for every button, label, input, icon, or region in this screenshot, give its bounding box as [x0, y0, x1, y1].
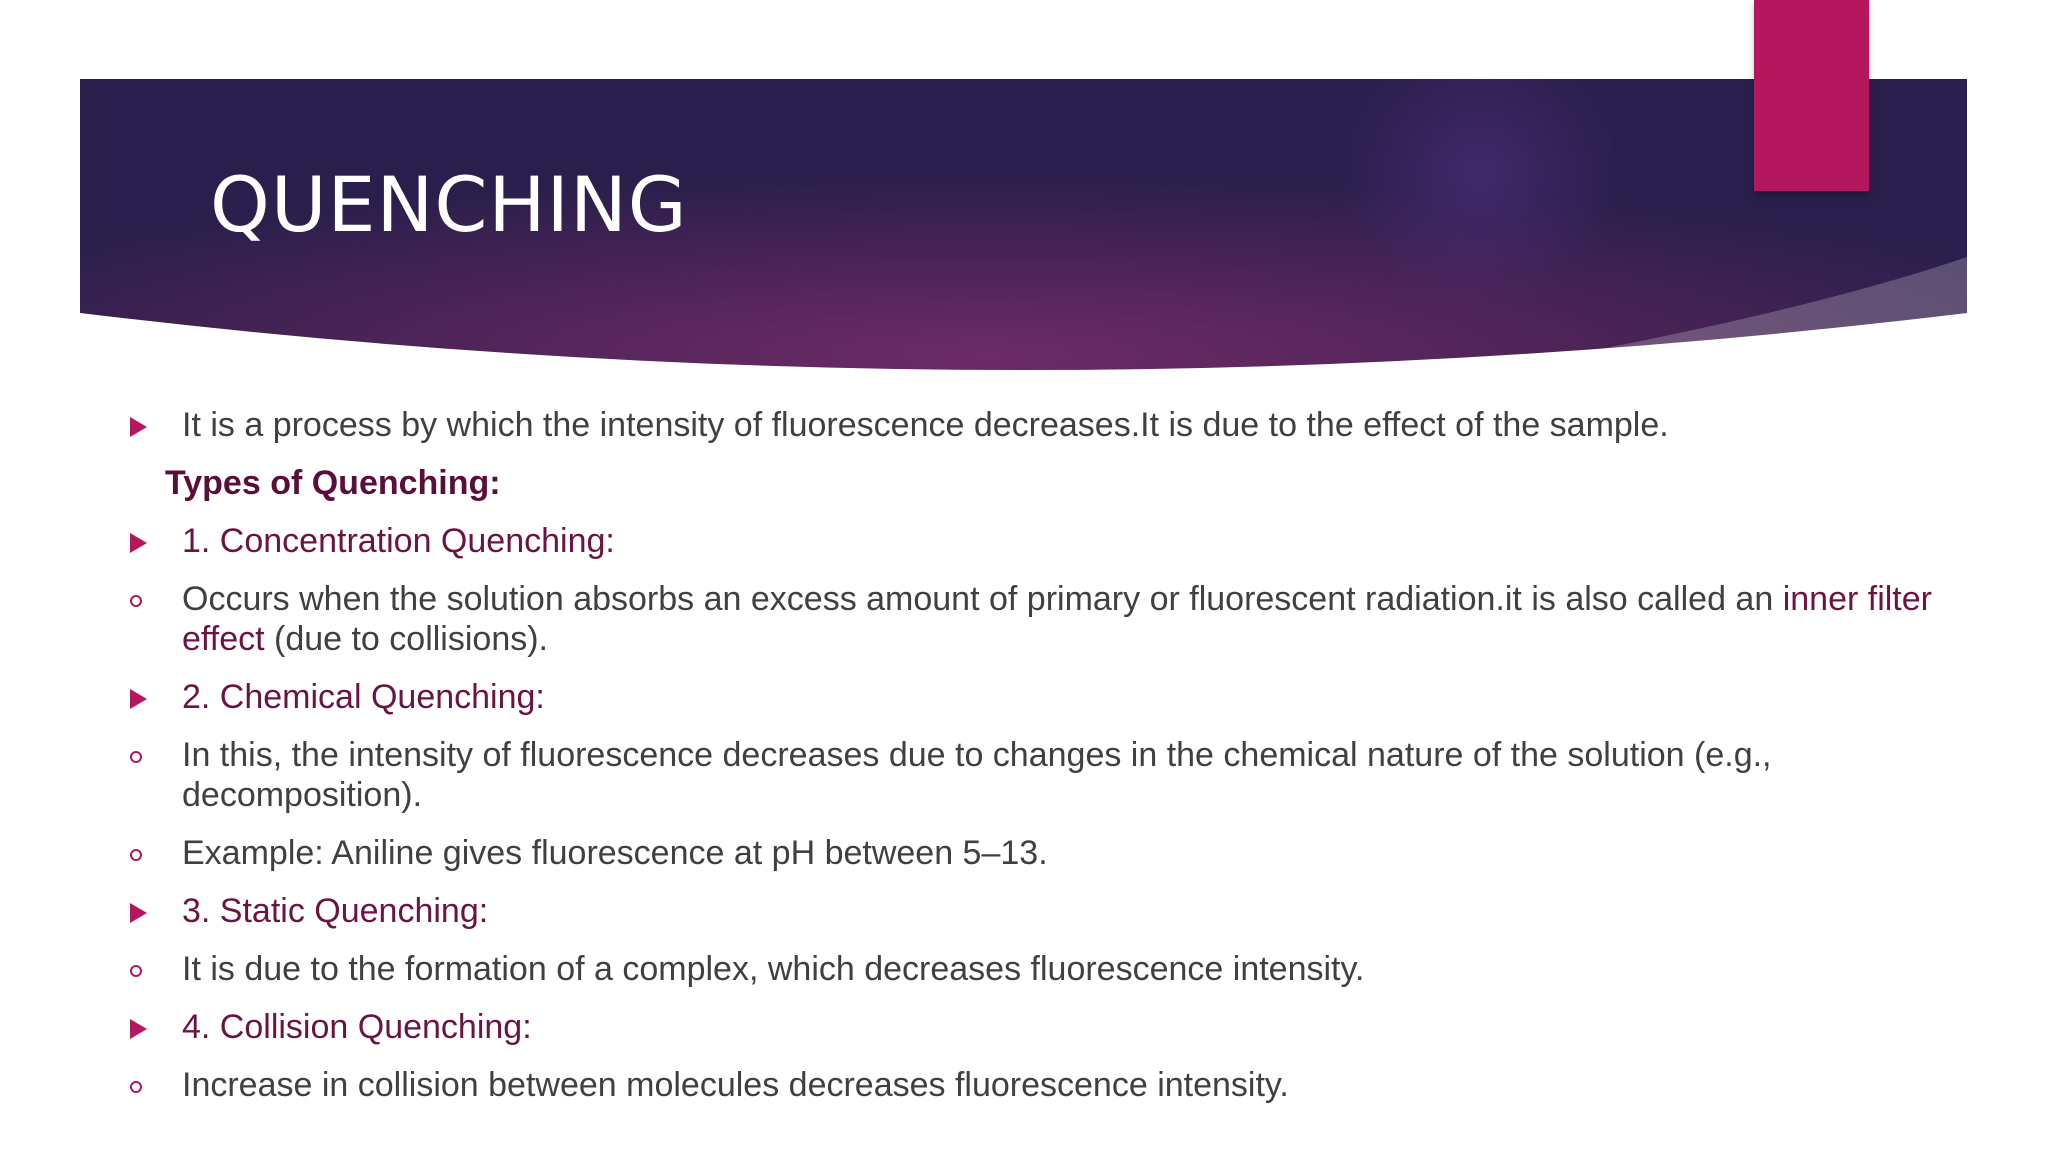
sub-point-concentration	[120, 579, 1960, 659]
triangle-bullet-icon	[130, 1019, 147, 1039]
sub-point-text: It is due to the formation of a complex, which decreases fluorescence intensity.	[182, 950, 1365, 988]
sub-point-text: In this, the intensity of fluorescence decreases due to changes in the chemical nature of the solution (e.g., decomposition).	[182, 736, 1772, 814]
slide-body	[120, 405, 1960, 1123]
triangle-bullet-icon	[130, 533, 147, 553]
circle-bullet-icon	[130, 849, 142, 861]
sub-point-text: Increase in collision between molecules decreases fluorescence intensity.	[182, 1066, 1289, 1104]
accent-tab	[1754, 0, 1869, 191]
section-heading-text: 1. Concentration Quenching:	[182, 522, 615, 560]
section-heading-collision	[120, 1007, 1960, 1047]
section-heading-text: 2. Chemical Quenching:	[182, 678, 545, 716]
circle-bullet-icon	[130, 751, 142, 763]
section-heading-concentration	[120, 521, 1960, 561]
inner-filter-effect-term: inner filter effect	[182, 580, 1932, 658]
sub-point-collision	[120, 1065, 1960, 1105]
sub-point-text-after: (due to collisions).	[264, 620, 549, 658]
slide-title: QUENCHING	[210, 160, 688, 249]
sub-point-chemical	[120, 735, 1960, 815]
triangle-bullet-icon	[130, 417, 147, 437]
sub-point-text-before: Occurs when the solution absorbs an excess amount of primary or fluorescent radiation.it is also called an	[182, 580, 1783, 618]
sub-point-text: Example: Aniline gives fluorescence at pH between 5–13.	[182, 834, 1048, 872]
intro-text: It is a process by which the intensity of fluorescence decreases.It is due to the effect of the sample.	[182, 406, 1669, 444]
section-heading-text: 4. Collision Quenching:	[182, 1008, 532, 1046]
section-heading-text: 3. Static Quenching:	[182, 892, 489, 930]
circle-bullet-icon	[130, 1081, 142, 1093]
circle-bullet-icon	[130, 965, 142, 977]
sub-point-example	[120, 833, 1960, 873]
section-heading-static	[120, 891, 1960, 931]
intro-bullet	[120, 405, 1960, 445]
types-heading: Types of Quenching:	[165, 464, 501, 502]
triangle-bullet-icon	[130, 903, 147, 923]
section-heading-chemical	[120, 677, 1960, 717]
sub-point-static	[120, 949, 1960, 989]
circle-bullet-icon	[130, 595, 142, 607]
triangle-bullet-icon	[130, 689, 147, 709]
